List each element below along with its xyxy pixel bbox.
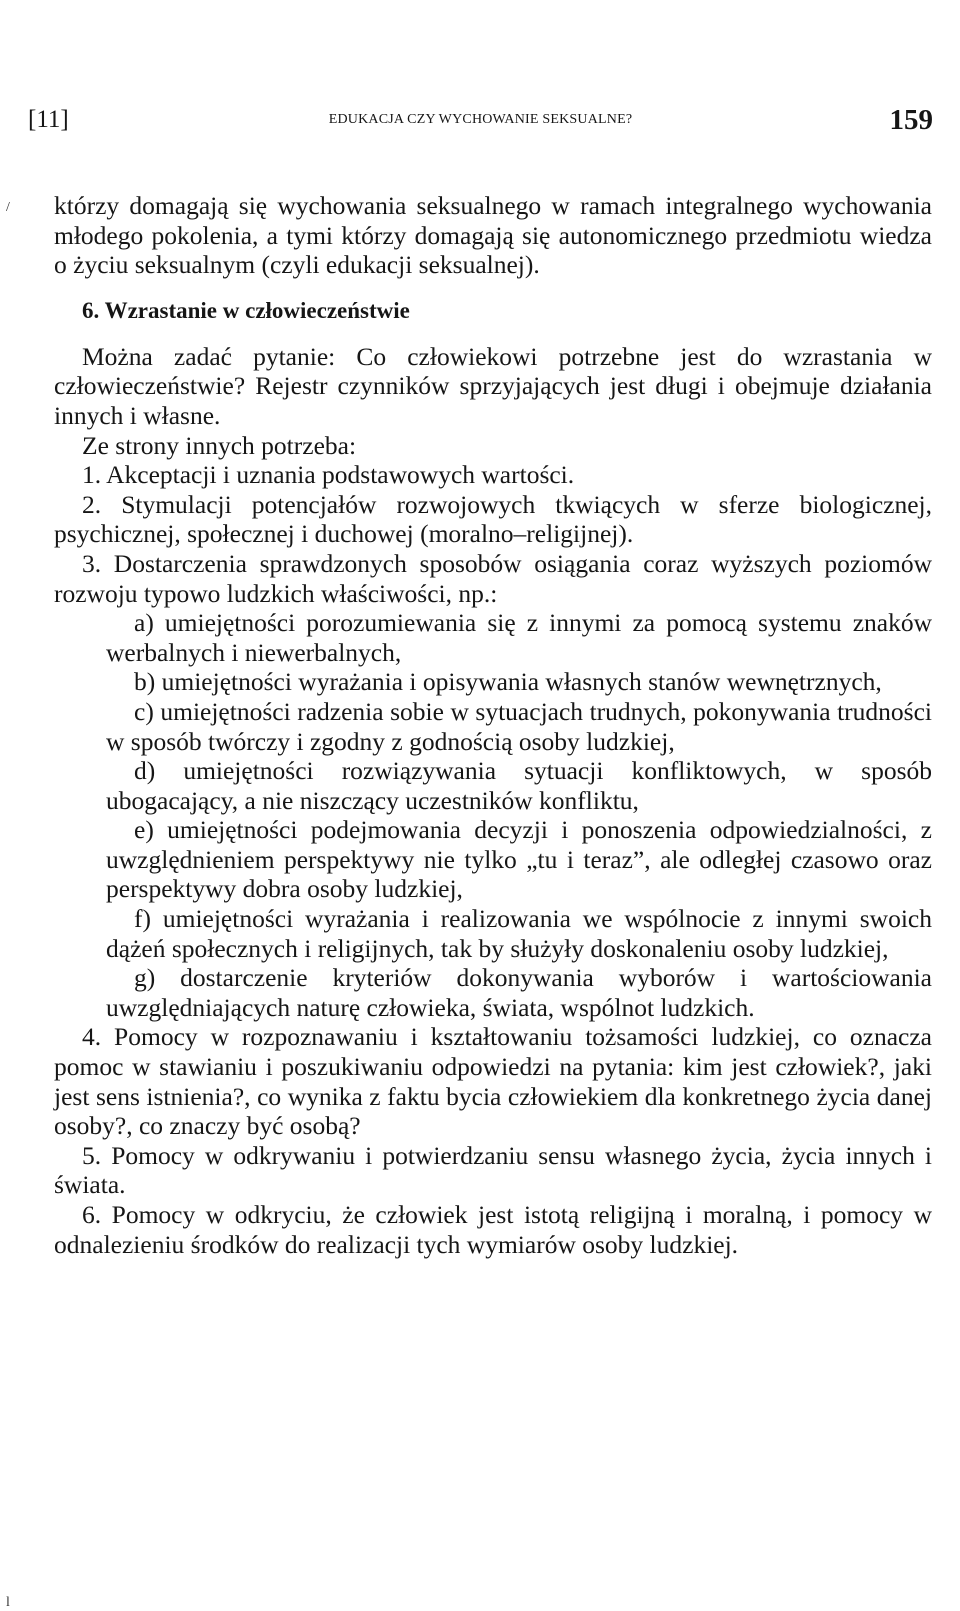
sub-list-item: g) dostarczenie kryteriów dokonywania wyborów i wartościowania uwzględniających naturę człowieka, świata, wspólnot ludzkich.	[106, 963, 932, 1022]
sub-list-item: c) umiejętności radzenia sobie w sytuacjach trudnych, pokonywania trudności w sposób twórczy i zgodny z godnością osoby ludzkiej,	[106, 696, 932, 756]
sub-list-item: e) umiejętności podejmowania decyzji i ponoszenia odpowiedzialności, z uwzględnieniem perspektywy nie tylko „tu i teraz”, ale odległej czasowo oraz perspektywy dobra osoby ludzkiej,	[106, 815, 932, 904]
paragraph: Ze strony innych potrzeba:	[82, 430, 357, 460]
running-header	[28, 104, 933, 144]
margin-mark: l	[6, 1595, 10, 1610]
sub-list-item: d) umiejętności rozwiązywania sytuacji konfliktowych, w sposób ubogacający, a nie niszczący uczestników konfliktu,	[106, 756, 932, 815]
intro-paragraph: którzy domagają się wychowania seksualnego w ramach integralnego wychowania młodego pokolenia, a tymi którzy domagają się autonomicznego przedmiotu wiedza o życiu seksualnym (czyli edukacji seksualnej).	[54, 191, 932, 280]
sub-list-item: b) umiejętności wyrażania i opisywania własnych stanów wewnętrznych,	[134, 667, 882, 697]
list-item: 6. Pomocy w odkryciu, że człowiek jest istotą religijną i moralną, i pomocy w odnalezieniu środków do realizacji tych wymiarów osoby ludzkiej.	[54, 1200, 932, 1259]
section-heading: 6. Wzrastanie w człowieczeństwie	[82, 297, 410, 323]
page-number: 159	[889, 104, 933, 136]
body-text	[54, 191, 932, 1259]
margin-mark: /	[6, 200, 10, 215]
sub-list-item: a) umiejętności porozumiewania się z innymi za pomocą systemu znaków werbalnych i niewerbalnych,	[106, 608, 932, 667]
running-title: EDUKACJA CZY WYCHOWANIE SEKSUALNE?	[328, 112, 633, 127]
list-item: 1. Akceptacji i uznania podstawowych wartości.	[82, 460, 575, 490]
section-number: [11]	[28, 106, 69, 133]
paragraph: Można zadać pytanie: Co człowiekowi potrzebne jest do wzrastania w człowieczeństwie? Rejestr czynników sprzyjających jest długi i obejmuje działania innych i własne.	[54, 341, 932, 430]
list-item: 5. Pomocy w odkrywaniu i potwierdzaniu sensu własnego życia, życia innych i świata.	[54, 1140, 932, 1200]
list-item: 4. Pomocy w rozpoznawaniu i kształtowaniu tożsamości ludzkiej, co oznacza pomoc w stawianiu i poszukiwaniu odpowiedzi na pytania: kim jest człowiek?, jaki jest sens istnienia?, co wynika z faktu bycia człowiekiem dla konkretnego życia danej osoby?, co znaczy być osobą?	[54, 1022, 932, 1141]
list-item: 2. Stymulacji potencjałów rozwojowych tkwiących w sferze biologicznej, psychicznej, społecznej i duchowej (moralno–religijnej).	[54, 489, 932, 549]
sub-list-item: f) umiejętności wyrażania i realizowania we wspólnocie z innymi swoich dążeń społecznych i religijnych, tak by służyły doskonaleniu osoby ludzkiej,	[106, 904, 932, 963]
list-item: 3. Dostarczenia sprawdzonych sposobów osiągania coraz wyższych poziomów rozwoju typowo ludzkich właściwości, np.:	[54, 548, 932, 608]
